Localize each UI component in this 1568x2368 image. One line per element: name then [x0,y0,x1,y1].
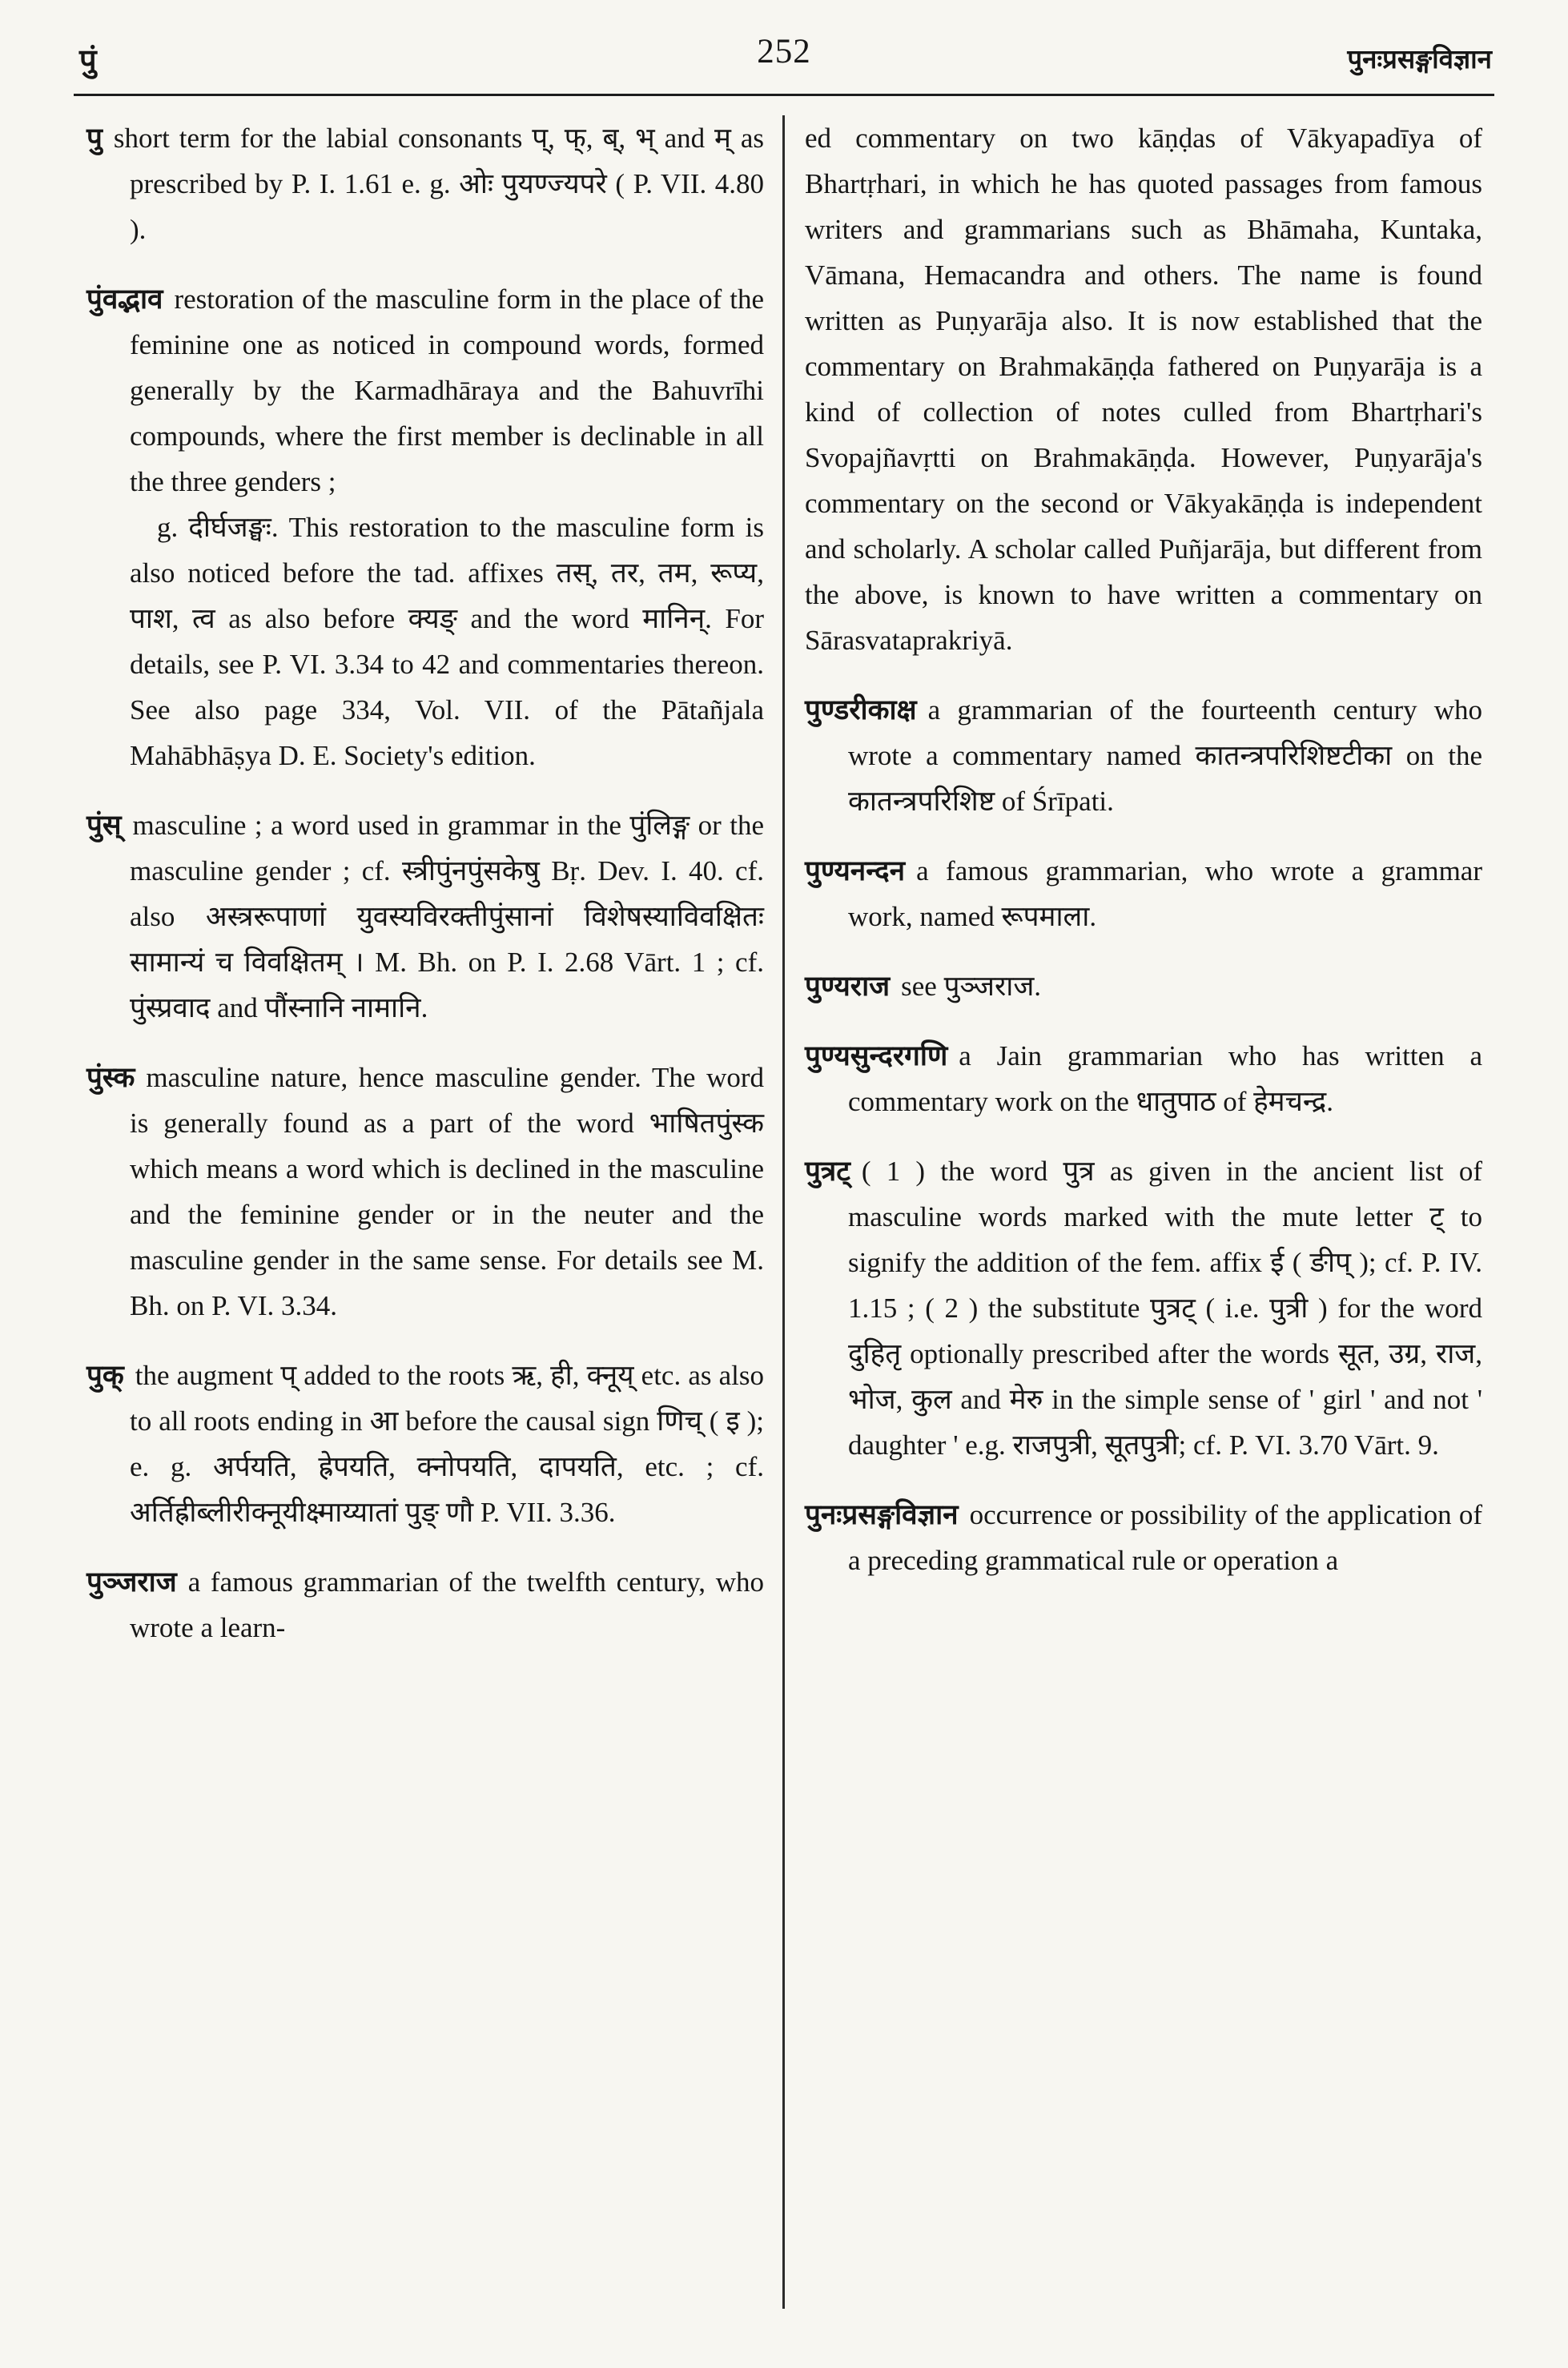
headword: पु [86,123,103,154]
right-column [805,115,1482,2341]
headword: पुत्रट् [805,1156,850,1187]
entry-paragraph [805,115,1482,663]
page-number: 252 [757,33,811,70]
headword: पुनःप्रसङ्गविज्ञान [805,1499,959,1530]
entry-paragraph [86,1559,764,1650]
entry-paragraph [805,1492,1482,1583]
headword: पुण्यराज [805,971,891,1002]
entry-paragraph [86,276,764,505]
entry-text: a grammarian of the fourteenth century who wrote a commentary named कातन्त्रपरिशिष्टटीका on the कातन्त्रपरिशिष्ट of Śrīpati. [848,694,1482,817]
headword: पुक् [86,1360,124,1391]
headword: पुञ्जराज [86,1566,177,1598]
entry-pumska [86,1055,764,1329]
entry-text: short term for the labial consonants प्, फ्, ब्, भ् and म् as prescribed by P. I. 1.61 e. g. ओः पुयण्ज्यपरे ( P. VII. 4.80 ). [113,123,764,245]
left-column [86,115,764,2341]
headword: पुंवद्भाव [86,283,163,315]
entry-paragraph [86,505,764,778]
entry-text: a famous grammarian of the twelfth century, who wrote a learn- [130,1566,764,1643]
headword: पुण्यनन्दन [805,855,906,886]
entry-pums [86,802,764,1031]
headword: पुण्यसुन्दरगणि [805,1040,948,1071]
entry-punyanandana [805,848,1482,939]
entry-punyasundaragani [805,1033,1482,1124]
entry-text: masculine ; a word used in grammar in the पुंलिङ्ग or the masculine gender ; cf. स्त्रीपुंनपुंसकेषु Bṛ. Dev. I. 40. cf. also अस्त्ररूपाणां युवस्यविरक्तीपुंसानां विशेषस्याविवक्षितः सामान्यं च विवक्षितम् । M. Bh. on P. I. 2.68 Vārt. 1 ; cf. पुंस्प्रवाद and पौंस्नानि नामानि. [130,810,764,1023]
entry-paragraph [805,1033,1482,1124]
headword: पुंस्क [86,1062,135,1093]
entry-text: a Jain grammarian who has written a commentary work on the धातुपाठ of हेमचन्द्र. [848,1040,1482,1117]
entry-text: ed commentary on two kāṇḍas of Vākyapadīya of Bhartṛhari, in which he has quoted passages from famous writers and grammarians such as Bhāmaha, Kuntaka, Vāmana, Hemacandra and others. The name is found written as Puṇyarāja also. It is now established that the commentary on Brahmakāṇḍa fathered on Puṇyarāja is a kind of collection of notes culled from Bhartṛhari's Svopajñavṛtti on Brahmakāṇḍa. However, Puṇyarāja's commentary on the second or Vākyakāṇḍa is independent and scholarly. A scholar called Puñjarāja, but different from the above, is known to have written a commentary on Sārasvataprakriyā. [805,123,1482,656]
entry-pumvadbhava [86,276,764,778]
entry-paragraph [86,1353,764,1535]
entry-paragraph [86,115,764,252]
headword: पुण्डरीकाक्ष [805,694,917,726]
running-head-left: पुं [79,44,97,78]
entry-text: occurrence or possibility of the application of a preceding grammatical rule or operation a [848,1499,1482,1576]
running-head-right: पुनःप्रसङ्गविज्ञान [1347,46,1492,74]
entry-paragraph [86,1055,764,1329]
entry-paragraph [805,687,1482,824]
entry-text: the augment प् added to the roots ऋ, ही, क्नूय् etc. as also to all roots ending in आ before the causal sign णिच् ( इ ); e. g. अर्पयति, ह्रेपयति, क्नोपयति, दापयति, etc. ; cf. अर्तिह्रीब्लीरीक्नूयीक्ष्माय्यातां पुङ् णौ P. VII. 3.36. [130,1360,764,1528]
entry-text: masculine nature, hence masculine gender. The word is generally found as a part of the word भाषितपुंस्क which means a word which is declined in the masculine and the feminine gender or in the neuter and the masculine gender in the same sense. For details see M. Bh. on P. VI. 3.34. [130,1062,764,1321]
entry-text: ( 1 ) the word पुत्र as given in the ancient list of masculine words marked with the mute letter ट् to signify the addition of the fem. affix ई ( ङीप् ); cf. P. IV. 1.15 ; ( 2 ) the substitute पुत्रट् ( i.e. पुत्री ) for the word दुहितृ optionally prescribed after the words सूत, उग्र, राज, भोज, कुल and मेरु in the simple sense of ' girl ' and not ' daughter ' e.g. राजपुत्री, सूतपुत्री; cf. P. VI. 3.70 Vārt. 9. [848,1156,1482,1461]
entry-pu [86,115,764,252]
entry-punahprasangavijnana [805,1492,1482,1583]
entry-paragraph [805,1148,1482,1468]
column-divider-rule [782,115,785,2309]
entry-text: restoration of the masculine form in the place of the feminine one as noticed in compound words, formed generally by the Karmadhāraya and the Bahuvrīhi compounds, where the first member is declinable in all the three genders ; [130,283,764,497]
entry-paragraph [86,802,764,1031]
entry-puk [86,1353,764,1535]
entry-punjaraja-continued [805,115,1482,663]
entry-punjaraja [86,1559,764,1650]
running-header [76,32,1492,83]
headword: पुंस् [86,810,122,841]
entry-text: g. दीर्घजङ्घः. This restoration to the masculine form is also noticed before the tad. affixes तस्, तर, तम, रूप्य, पाश, त्व as also before क्यङ् and the word मानिन्. For details, see P. VI. 3.34 to 42 and commentaries thereon. See also page 334, Vol. VII. of the Pātañjala Mahābhāṣya D. E. Society's edition. [130,512,764,771]
entry-pundarikaksha [805,687,1482,824]
header-rule [74,94,1494,96]
entry-punyaraja [805,963,1482,1009]
entry-paragraph [805,848,1482,939]
entry-putrat [805,1148,1482,1468]
entry-text: see पुञ्जराज. [901,971,1042,1002]
entry-paragraph [805,963,1482,1009]
text-columns [86,115,1490,2341]
entry-text: a famous grammarian, who wrote a grammar work, named रूपमाला. [848,855,1482,932]
